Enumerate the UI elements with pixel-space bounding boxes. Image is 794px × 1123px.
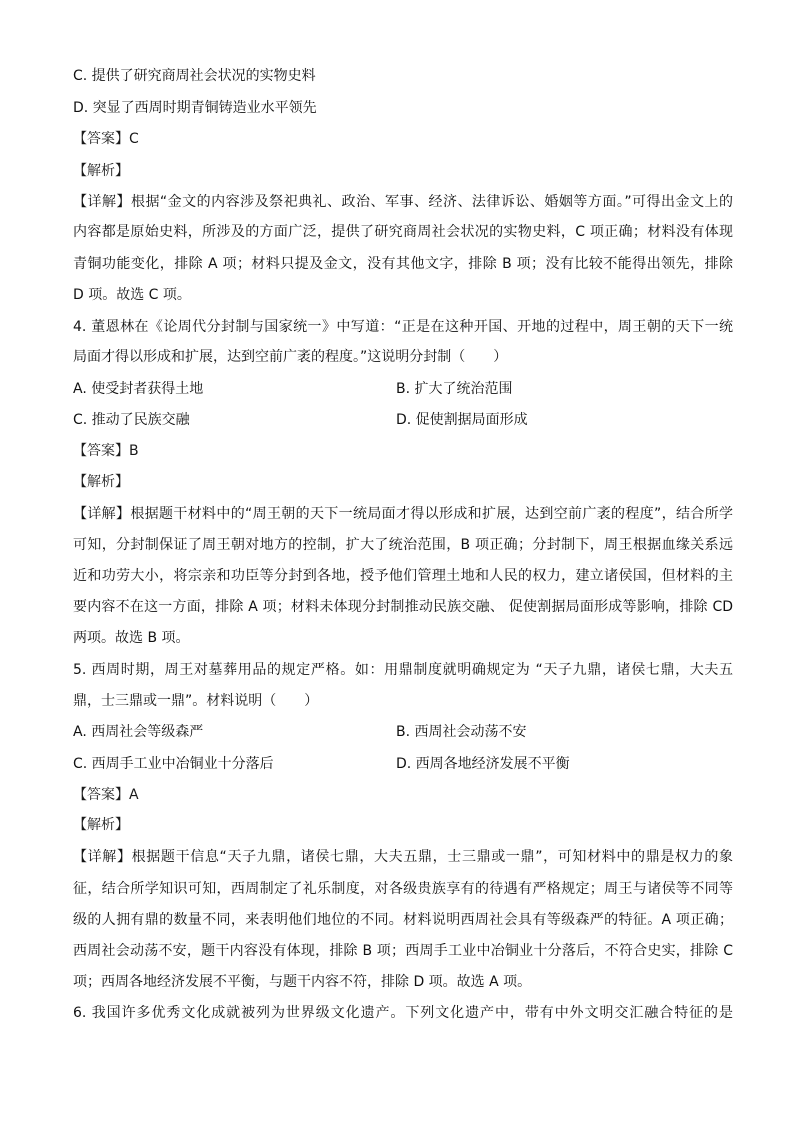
q4-stem-line: 4. 董恩林在《论周代分封制与国家统一》中写道：“正是在这种开国、开地的过程中，周王朝的天下一统 xyxy=(73,319,733,335)
q3-option-d: D. 突显了西周时期青铜铸造业水平领先 xyxy=(73,100,317,116)
q3-detail-line: 内容都是原始史料，所涉及的方面广泛，提供了研究商周社会状况的实物史料，C 项正确；材料没有体现 xyxy=(73,224,733,240)
q5-detail-line: 西周社会动荡不安，题干内容没有体现，排除 B 项；西周手工业中冶铜业十分落后，不符合史实，排除 C xyxy=(73,943,733,959)
q4-option-a: A. 使受封者获得土地 xyxy=(73,381,204,397)
q4-detail-line: 要内容不在这一方面，排除 A 项；材料未体现分封制推动民族交融、 促使割据局面形成等影响，排除 CD xyxy=(73,599,733,615)
q5-detail-line: 级的人拥有鼎的数量不同，来表明他们地位的不同。材料说明西周社会具有等级森严的特征。A 项正确； xyxy=(73,912,733,928)
q3-detail-line: D 项。故选 C 项。 xyxy=(73,287,191,303)
q5-option-c: C. 西周手工业中冶铜业十分落后 xyxy=(73,756,274,772)
q5-option-d: D. 西周各地经济发展不平衡 xyxy=(396,756,570,772)
q4-option-d: D. 促使割据局面形成 xyxy=(396,412,528,428)
q4-analysis-label: 【解析】 xyxy=(73,474,129,490)
q5-detail-line: 项；西周各地经济发展不平衡，与题干内容不符，排除 D 项。故选 A 项。 xyxy=(73,974,532,990)
q5-stem-line: 鼎，士三鼎或一鼎”。材料说明（ ） xyxy=(73,693,319,709)
q3-answer: 【答案】C xyxy=(73,131,139,147)
q5-option-b: B. 西周社会动荡不安 xyxy=(396,724,527,740)
q4-detail-line: 可知，分封制保证了周王朝对地方的控制，扩大了统治范围，B 项正确；分封制下，周王根据血缘关系远 xyxy=(73,537,733,553)
q4-detail-line: 【详解】根据题干材料中的“周王朝的天下一统局面才得以形成和扩展，达到空前广袤的程度”，结合所学 xyxy=(73,506,733,522)
q5-answer: 【答案】A xyxy=(73,787,139,803)
q5-detail-line: 征，结合所学知识可知，西周制定了礼乐制度，对各级贵族享有的待遇有严格规定；周王与诸侯等不同等 xyxy=(73,881,733,897)
q3-analysis-label: 【解析】 xyxy=(73,163,129,179)
q4-stem-line: 局面才得以形成和扩展，达到空前广袤的程度。”这说明分封制（ ） xyxy=(73,349,508,365)
q4-option-c: C. 推动了民族交融 xyxy=(73,412,190,428)
q4-option-b: B. 扩大了统治范围 xyxy=(396,381,513,397)
q6-stem-line: 6. 我国许多优秀文化成就被列为世界级文化遗产。下列文化遗产中，带有中外文明交汇融合特征的是 xyxy=(73,1005,733,1021)
q4-detail-line: 两项。故选 B 项。 xyxy=(73,630,190,646)
q5-analysis-label: 【解析】 xyxy=(73,817,129,833)
q4-detail-line: 近和功劳大小，将宗亲和功臣等分封到各地，授予他们管理土地和人民的权力，建立诸侯国，但材料的主 xyxy=(73,568,733,584)
q3-detail-line: 青铜功能变化，排除 A 项；材料只提及金文，没有其他文字，排除 B 项；没有比较不能得出领先，排除 xyxy=(73,256,733,272)
q4-answer: 【答案】B xyxy=(73,443,139,459)
q5-stem-line: 5. 西周时期，周王对墓葬用品的规定严格。如：用鼎制度就明确规定为 “天子九鼎，诸侯七鼎，大夫五 xyxy=(73,662,733,678)
q3-option-c: C. 提供了研究商周社会状况的实物史料 xyxy=(73,68,316,84)
q3-detail-line: 【详解】根据“金文的内容涉及祭祀典礼、政治、军事、经济、法律诉讼、婚姻等方面。”可得出金文上的 xyxy=(73,194,733,210)
q5-detail-line: 【详解】根据题干信息“天子九鼎，诸侯七鼎，大夫五鼎，士三鼎或一鼎”，可知材料中的鼎是权力的象 xyxy=(73,849,733,865)
q5-option-a: A. 西周社会等级森严 xyxy=(73,724,204,740)
